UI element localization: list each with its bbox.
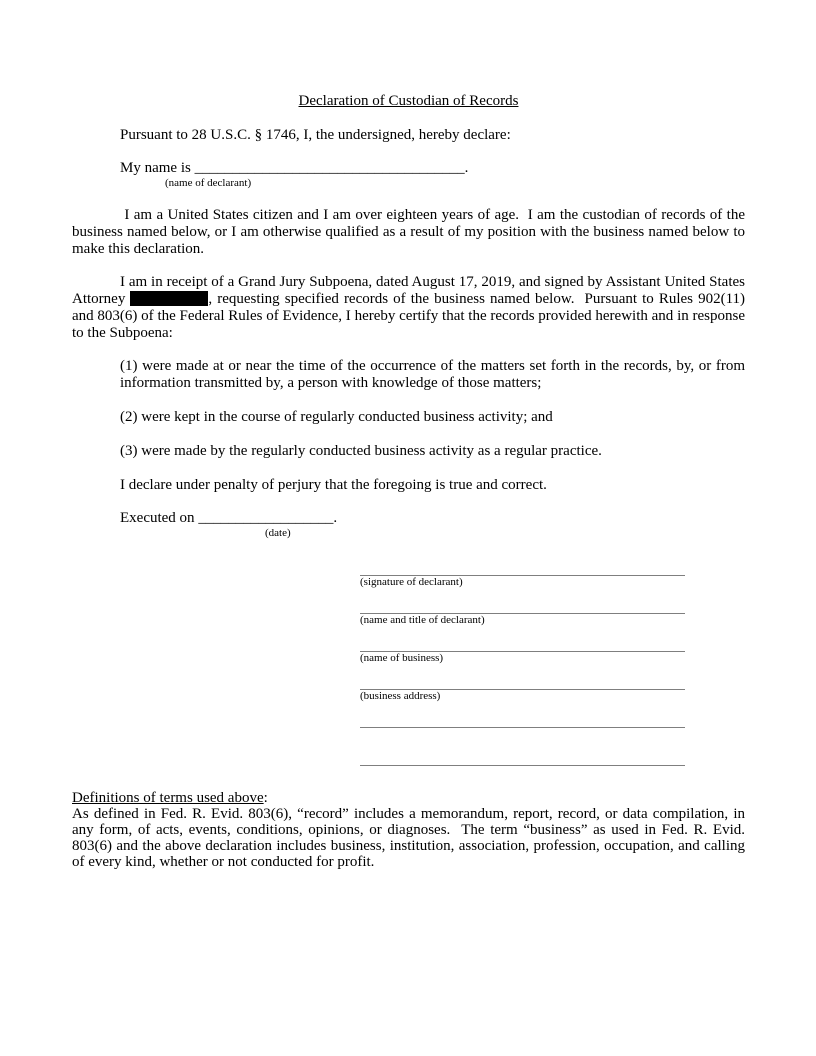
definitions-heading [72, 790, 745, 806]
receipt-text-before: I am in receipt of a Grand Jury Subpoena, dated August 17, 2019, and signed by Assistant United States Attorney [72, 274, 748, 307]
name-blank: ____________________________________ [194, 160, 465, 176]
signature-unit [360, 600, 685, 627]
intro-paragraph: Pursuant to 28 U.S.C. § 1746, I, the undersigned, hereby declare: [120, 127, 511, 143]
signature-line [360, 600, 685, 614]
signature-line [360, 562, 685, 576]
signature-line [360, 676, 685, 690]
signature-line [360, 638, 685, 652]
signature-caption: (business address) [360, 690, 441, 702]
signature-caption: (signature of declarant) [360, 576, 463, 588]
signature-unit [360, 676, 685, 703]
executed-line [72, 510, 745, 527]
numbered-item-1: (1) were made at or near the time of the occurrence of the matters set forth in the records, by, or from information transmitted by, a person with knowledge of those matters; [120, 358, 749, 391]
citizen-paragraph: I am a United States citizen and I am over eighteen years of age. I am the custodian of records of the business named below, or I am otherwise qualified as a result of my position with the business named below to make this declaration. [72, 207, 749, 257]
signature-block [360, 562, 685, 779]
redaction-box [130, 291, 208, 306]
signature-caption [360, 728, 685, 741]
date-blank: __________________ [198, 510, 334, 526]
perjury-line: I declare under penalty of perjury that the foregoing is true and correct. [120, 477, 547, 493]
signature-line [360, 714, 685, 728]
signature-unit [360, 714, 685, 741]
definitions-body: As defined in Fed. R. Evid. 803(6), “record” includes a memorandum, report, record, or data compilation, in any form, of acts, events, conditions, opinions, or diagnoses. The term “business” as used in Fed. R. Evid. 803(6) and the above declaration includes business, institution, association, profession, occupation, and calling of every kind, whether or not conducted for profit. [72, 806, 749, 870]
numbered-item-2: (2) were kept in the course of regularly conducted business activity; and [120, 409, 553, 425]
name-caption: (name of declarant) [165, 177, 252, 189]
signature-line [360, 752, 685, 766]
executed-suffix: . [333, 510, 338, 526]
receipt-paragraph [72, 274, 749, 342]
numbered-item-3: (3) were made by the regularly conducted business activity as a regular practice. [120, 443, 602, 459]
signature-caption: (name of business) [360, 652, 444, 664]
definitions-heading-colon: : [263, 790, 268, 806]
definitions-heading-text: Definitions of terms used above [72, 790, 264, 806]
document-title: Declaration of Custodian of Records [298, 93, 519, 109]
signature-unit [360, 752, 685, 779]
receipt-text-after: , requesting specified records of the business named below. Pursuant to Rules 902(11) and 803(6) of the Federal Rules of Evidence, I hereby certify that the records provided herewith and in response to the Subpoena: [72, 291, 749, 341]
signature-unit [360, 638, 685, 665]
definitions-section [72, 790, 749, 870]
name-line-suffix: . [464, 160, 469, 176]
signature-caption [360, 766, 685, 779]
executed-prefix: Executed on [120, 510, 199, 526]
name-line-prefix: My name is [120, 160, 195, 176]
name-line [72, 160, 745, 177]
signature-caption: (name and title of declarant) [360, 614, 485, 626]
date-caption: (date) [265, 527, 291, 539]
signature-unit [360, 562, 685, 589]
